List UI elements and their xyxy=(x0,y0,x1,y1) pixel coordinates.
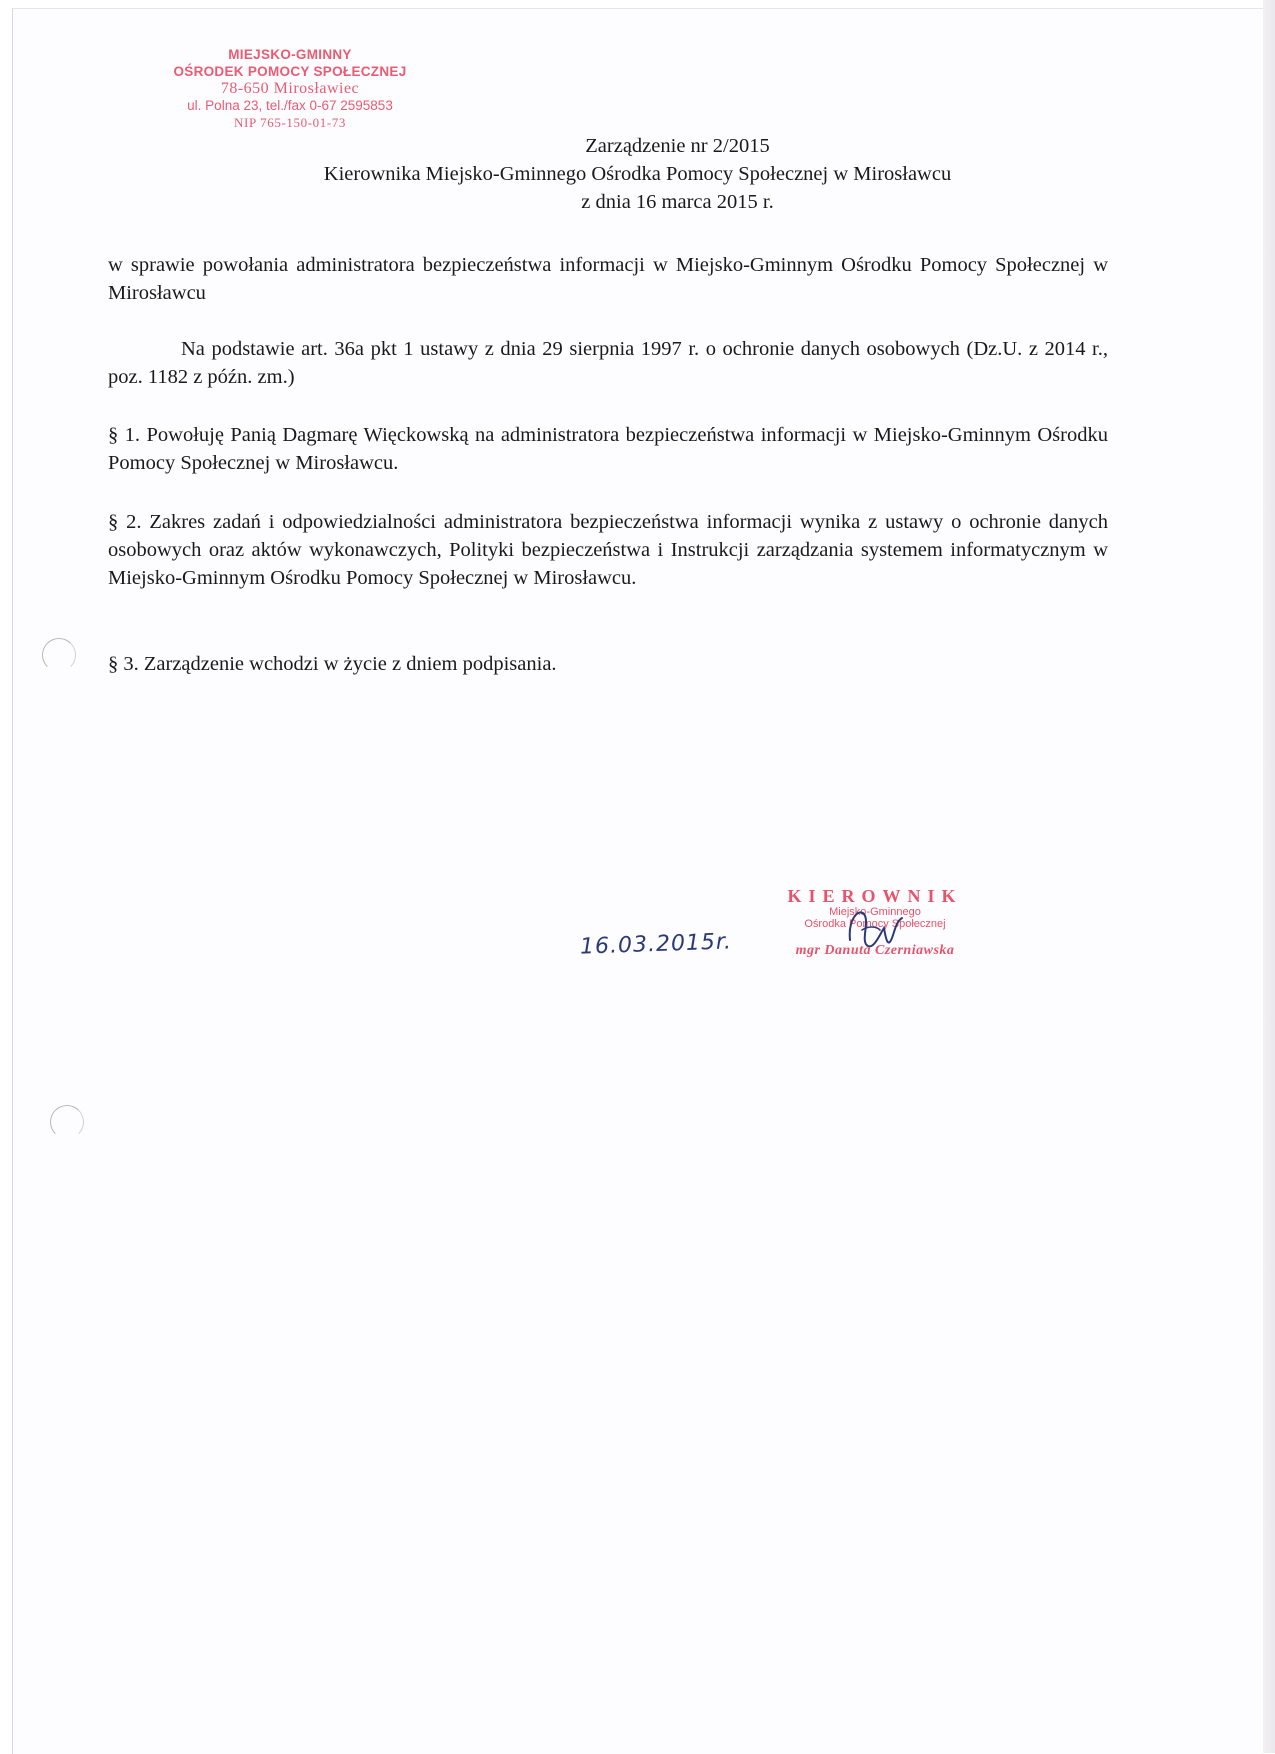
paragraph-2: § 2. Zakres zadań i odpowiedzialności administratora bezpieczeństwa informacji wynika z ustawy o ochronie danych osobowych oraz aktów wykonawczych, Polityki bezpieczeństwa i Instrukcji zarządzania systemem informatycznym w Miejsko-Gminnym Ośrodku Pomocy Społecznej w Mirosławcu. xyxy=(108,511,1108,589)
institution-stamp xyxy=(140,46,440,131)
handwritten-date: 16.03.2015r. xyxy=(579,929,733,960)
legal-basis: Na podstawie art. 36a pkt 1 ustawy z dnia 29 sierpnia 1997 r. o ochronie danych osobowych (Dz.U. z 2014 r., poz. 1182 z późn. zm.) xyxy=(108,338,1108,388)
signature-icon xyxy=(840,900,910,960)
stamp-line: MIEJSKO-GMINNY xyxy=(228,47,352,62)
signature-block xyxy=(560,880,1000,990)
punch-hole-icon xyxy=(42,638,76,672)
document-title: Zarządzenie nr 2/2015 xyxy=(585,135,770,157)
stamp-title: KIEROWNIK xyxy=(787,886,963,906)
stamp-line: Ośrodka Pomocy Społecznej xyxy=(804,918,946,930)
stamp-name: mgr Danuta Czerniawska xyxy=(795,943,955,958)
punch-hole-icon xyxy=(50,1105,84,1139)
document-issuer: Kierownika Miejsko-Gminnego Ośrodka Pomocy Społecznej w Mirosławcu xyxy=(323,163,952,185)
stamp-line: 78-650 Mirosławiec xyxy=(220,80,360,97)
document-date: z dnia 16 marca 2015 r. xyxy=(581,191,774,213)
document-header xyxy=(0,132,1275,216)
stamp-line: ul. Polna 23, tel./fax 0-67 2595853 xyxy=(187,98,393,113)
stamp-line: OŚRODEK POMOCY SPOŁECZNEJ xyxy=(173,64,407,79)
paragraph-3: § 3. Zarządzenie wchodzi w życie z dniem podpisania. xyxy=(108,653,557,675)
paragraph-1: § 1. Powołuję Panią Dagmarę Więckowską na administratora bezpieczeństwa informacji w Miejsko-Gminnym Ośrodku Pomocy Społecznej w Mirosławcu. xyxy=(108,424,1108,474)
stamp-line: NIP 765-150-01-73 xyxy=(234,115,346,130)
document-subject: w sprawie powołania administratora bezpieczeństwa informacji w Miejsko-Gminnym Ośrodku Pomocy Społecznej w Mirosławcu xyxy=(108,254,1108,304)
stamp-line: Miejsko-Gminnego xyxy=(829,906,921,918)
scan-edge xyxy=(1263,0,1275,1753)
